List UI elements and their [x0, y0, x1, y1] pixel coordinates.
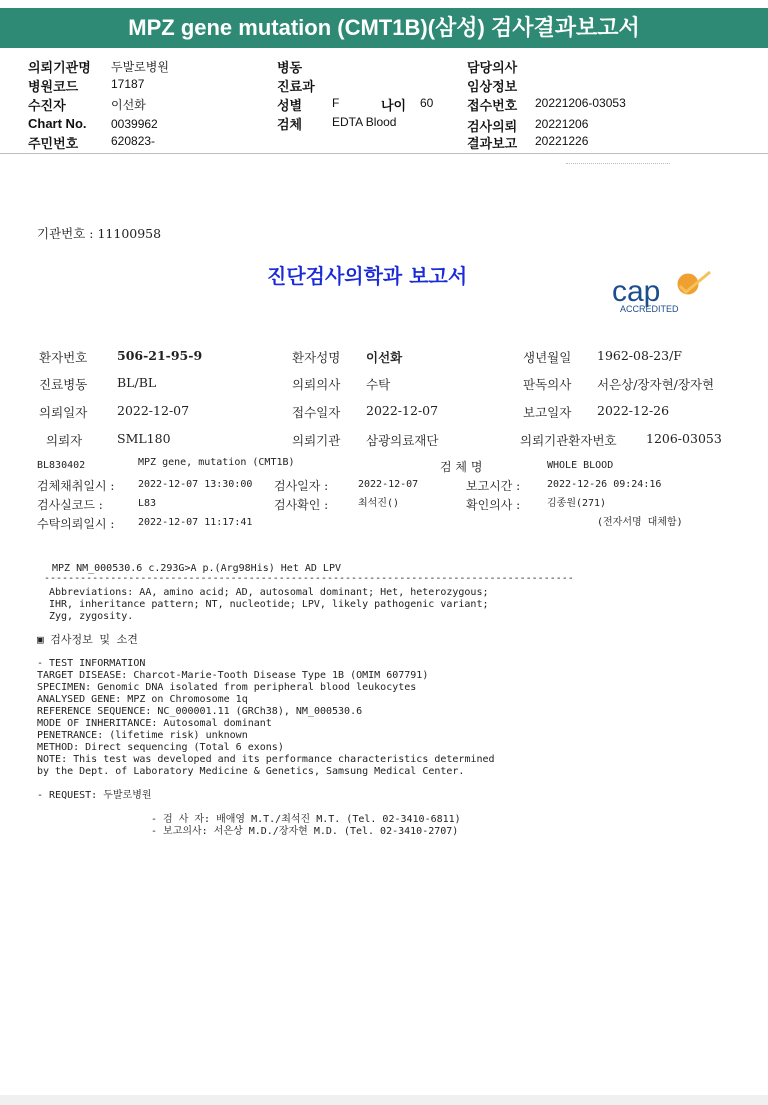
- institution-patient-no-label: 의뢰기관환자번호: [520, 433, 617, 448]
- birth-date-label: 생년월일: [523, 350, 572, 365]
- abbreviations-line-2: IHR, inheritance pattern; NT, nucleotide; LPV, likely pathogenic variant;: [49, 599, 489, 610]
- resident-no-value: 620823-: [111, 134, 156, 148]
- hospital-code-value: 17187: [111, 77, 145, 91]
- request-line: - REQUEST: 두발로병원: [37, 790, 152, 801]
- requester-value: SML180: [117, 431, 171, 446]
- collection-datetime-value: 2022-12-07 13:30:00: [138, 479, 253, 490]
- confirming-doctor-label: 확인의사 :: [466, 498, 521, 512]
- requester-label: 의뢰자: [46, 433, 83, 448]
- collection-datetime-label: 검체채취일시 :: [37, 479, 115, 493]
- birth-date-value: 1962-08-23/F: [597, 348, 682, 363]
- requesting-institution-label: 의뢰기관: [292, 433, 341, 448]
- department-label: 진료과: [277, 79, 315, 94]
- patient-no-value: 506-21-95-9: [117, 348, 203, 363]
- cut-off-line: [566, 163, 670, 167]
- report-header-title: MPZ gene mutation (CMT1B)(삼성) 검사결과보고서: [0, 8, 768, 48]
- reading-doctor-label: 판독의사: [523, 377, 572, 392]
- test-info-line: METHOD: Direct sequencing (Total 6 exons): [37, 742, 284, 753]
- received-datetime-value: 2022-12-07 11:17:41: [138, 517, 253, 528]
- institution-patient-no-value: 1206-03053: [646, 431, 722, 446]
- patient-name-value: 이선화: [366, 350, 403, 365]
- request-date-label-2: 의뢰일자: [39, 405, 88, 420]
- svg-text:cap: cap: [612, 275, 661, 308]
- request-date-value: 20221206: [535, 117, 589, 131]
- result-report-label: 결과보고: [467, 136, 518, 151]
- report-time-label: 보고시간 :: [466, 479, 521, 493]
- exam-date-label: 검사일자 :: [274, 479, 329, 493]
- ward-value-2: BL/BL: [117, 375, 157, 390]
- physician-label: 담당의사: [467, 60, 518, 75]
- lab-code-value: L83: [138, 498, 157, 509]
- result-divider: ----------------------------------------------------------------------------------------: [44, 573, 574, 584]
- svg-text:ACCREDITED: ACCREDITED: [620, 304, 679, 314]
- ward-label: 병동: [277, 60, 303, 75]
- hospital-name-value: 두발로병원: [111, 60, 169, 74]
- report-time-value: 2022-12-26 09:24:16: [547, 479, 662, 490]
- ward-label-2: 진료병동: [39, 377, 88, 392]
- lab-code-label: 검사실코드 :: [37, 498, 103, 512]
- test-code: BL830402: [37, 460, 86, 471]
- examinee-label: 수진자: [28, 98, 66, 113]
- test-info-line: MODE OF INHERITANCE: Autosomal dominant: [37, 718, 272, 729]
- hospital-name-label: 의뢰기관명: [28, 60, 91, 75]
- abbreviations-line-3: Zyg, zygosity.: [49, 611, 134, 622]
- abbreviations-line-1: Abbreviations: AA, amino acid; AD, autosomal dominant; Het, heterozygous;: [49, 587, 489, 598]
- specimen-label: 검체: [277, 117, 303, 132]
- referring-doctor-value: 수탁: [366, 377, 391, 392]
- result-report-value: 20221226: [535, 134, 589, 148]
- reporting-doctor-signature: - 보고의사: 서은상 M.D./장자현 M.D. (Tel. 02-3410-2707): [151, 826, 459, 837]
- age-value: 60: [420, 96, 434, 110]
- examiner-signature: - 검 사 자: 배애영 M.T./최석진 M.T. (Tel. 02-3410-6811): [151, 814, 461, 825]
- electronic-signature-note: (전자서명 대체함): [597, 517, 683, 528]
- accession-no-value: 20221206-03053: [535, 96, 626, 110]
- variant-result-line: MPZ NM_000530.6 c.293G>A p.(Arg98His) Het AD LPV: [52, 563, 341, 574]
- test-info-line: TARGET DISEASE: Charcot-Marie-Tooth Disease Type 1B (OMIM 607791): [37, 670, 429, 681]
- reading-doctor-value: 서은상/장자현/장자현: [597, 377, 715, 392]
- sex-value: F: [332, 96, 340, 110]
- age-label: 나이: [381, 98, 407, 113]
- specimen-name-label: 검 체 명: [440, 460, 483, 474]
- specimen-name-value: WHOLE BLOOD: [547, 460, 614, 471]
- chart-no-value: 0039962: [111, 117, 158, 131]
- header-divider: [0, 153, 768, 154]
- receipt-date-value: 2022-12-07: [366, 403, 439, 418]
- exam-date-value: 2022-12-07: [358, 479, 419, 490]
- sex-label: 성별: [277, 98, 303, 113]
- request-date-value-2: 2022-12-07: [117, 403, 190, 418]
- specimen-value: EDTA Blood: [332, 115, 397, 129]
- page-bottom-bar: [0, 1095, 768, 1105]
- cap-accredited-logo: [610, 268, 720, 316]
- hospital-code-label: 병원코드: [28, 79, 79, 94]
- test-info-line: ANALYSED GENE: MPZ on Chromosome 1q: [37, 694, 248, 705]
- examinee-value: 이선화: [111, 98, 146, 112]
- chart-no-label: Chart No.: [28, 116, 87, 131]
- report-date-label: 보고일자: [523, 405, 572, 420]
- request-date-label: 검사의뢰: [467, 119, 518, 134]
- test-info-section-title: ▣ 검사정보 및 소견: [37, 633, 138, 646]
- resident-no-label: 주민번호: [28, 136, 79, 151]
- test-info-line: by the Dept. of Laboratory Medicine & Genetics, Samsung Medical Center.: [37, 766, 465, 777]
- test-info-line: SPECIMEN: Genomic DNA isolated from peripheral blood leukocytes: [37, 682, 417, 693]
- test-info-line: NOTE: This test was developed and its performance characteristics determined: [37, 754, 495, 765]
- institution-number: 기관번호 : 11100958: [37, 226, 162, 241]
- referring-doctor-label: 의뢰의사: [292, 377, 341, 392]
- test-info-line: PENETRANCE: (lifetime risk) unknown: [37, 730, 248, 741]
- confirming-doctor-value: 김종원(271): [547, 498, 607, 509]
- test-name: MPZ gene, mutation (CMT1B): [138, 457, 295, 468]
- received-datetime-label: 수탁의뢰일시 :: [37, 517, 115, 531]
- test-info-line: REFERENCE SEQUENCE: NC_000001.11 (GRCh38), NM_000530.6: [37, 706, 363, 717]
- verification-value: 최석진(): [358, 498, 400, 509]
- test-info-line: - TEST INFORMATION: [37, 658, 146, 669]
- clinical-info-label: 임상정보: [467, 79, 518, 94]
- patient-name-label: 환자성명: [292, 350, 341, 365]
- receipt-date-label: 접수일자: [292, 405, 341, 420]
- verification-label: 검사확인 :: [274, 498, 329, 512]
- patient-no-label: 환자번호: [39, 350, 88, 365]
- report-date-value: 2022-12-26: [597, 403, 670, 418]
- report-title: 진단검사의학과 보고서: [267, 264, 468, 288]
- requesting-institution-value: 삼광의료재단: [366, 433, 439, 448]
- accession-no-label: 접수번호: [467, 98, 518, 113]
